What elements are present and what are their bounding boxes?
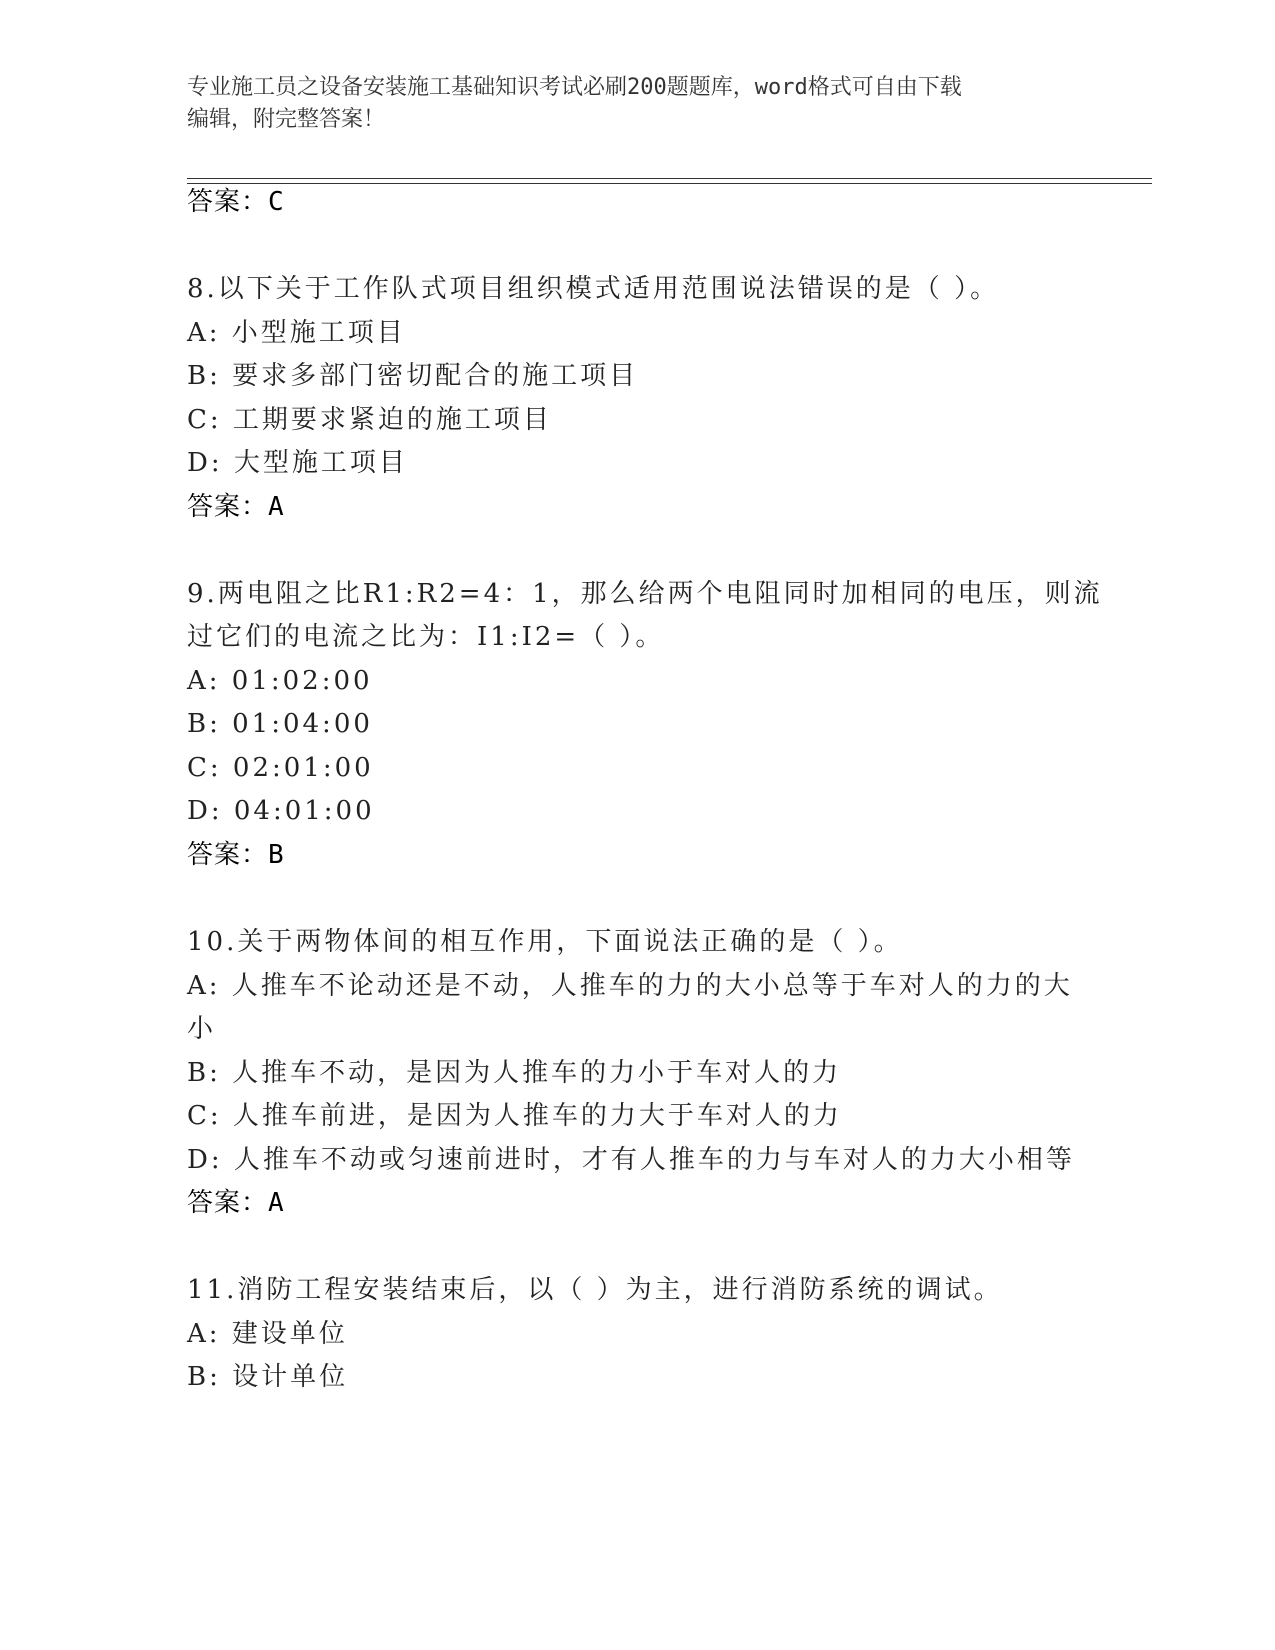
answer-value: C [268,187,285,217]
answer-label: 答案： [187,1188,269,1218]
option-d: D: 04:01:00 [187,796,375,826]
option-b: B: 人推车不动，是因为人推车的力小于车对人的力 [187,1058,842,1088]
option-d: D: 人推车不动或匀速前进时，才有人推车的力与车对人的力大小相等 [187,1145,1075,1175]
option-d: D: 大型施工项目 [187,448,408,478]
question-stem: 8.以下关于工作队式项目组织模式适用范围说法错误的是（ ）。 [187,274,1000,304]
header-title-line-2: 编辑，附完整答案！ [187,107,386,132]
question-stem-continued: 过它们的电流之比为：I1:I2=（ ）。 [187,622,665,652]
option-a: A: 人推车不论动还是不动，人推车的力的大小总等于车对人的力的大 [187,971,1073,1001]
answer-value: A [268,492,285,522]
option-b: B: 01:04:00 [187,709,373,739]
option-c: C: 02:01:00 [187,753,374,783]
document-header [187,72,1087,136]
option-a: A: 小型施工项目 [187,318,406,348]
option-c: C: 人推车前进，是因为人推车的力大于车对人的力 [187,1101,842,1131]
question-stem: 9.两电阻之比R1:R2=4：1，那么给两个电阻同时加相同的电压，则流 [187,579,1103,609]
answer-value: A [268,1188,285,1218]
answer-line [187,186,285,218]
answer-line [187,839,285,871]
option-b: B: 要求多部门密切配合的施工项目 [187,361,639,391]
header-divider-bottom [187,183,1152,184]
answer-label: 答案： [187,187,269,217]
option-a-continued: 小 [187,1014,217,1044]
question-stem: 11.消防工程安装结束后，以（ ）为主，进行消防系统的调试。 [187,1275,1003,1305]
option-c: C: 工期要求紧迫的施工项目 [187,405,552,435]
option-b: B: 设计单位 [187,1362,349,1392]
option-a: A: 01:02:00 [187,666,373,696]
answer-line [187,491,285,523]
option-a: A: 建设单位 [187,1319,348,1349]
answer-value: B [268,840,285,870]
answer-line [187,1187,285,1219]
answer-label: 答案： [187,840,269,870]
question-stem: 10.关于两物体间的相互作用，下面说法正确的是（ ）。 [187,927,903,957]
answer-label: 答案： [187,492,269,522]
header-title-line-1: 专业施工员之设备安装施工基础知识考试必刷200题题库，word格式可自由下载 [187,75,962,100]
header-divider-top [187,178,1152,179]
